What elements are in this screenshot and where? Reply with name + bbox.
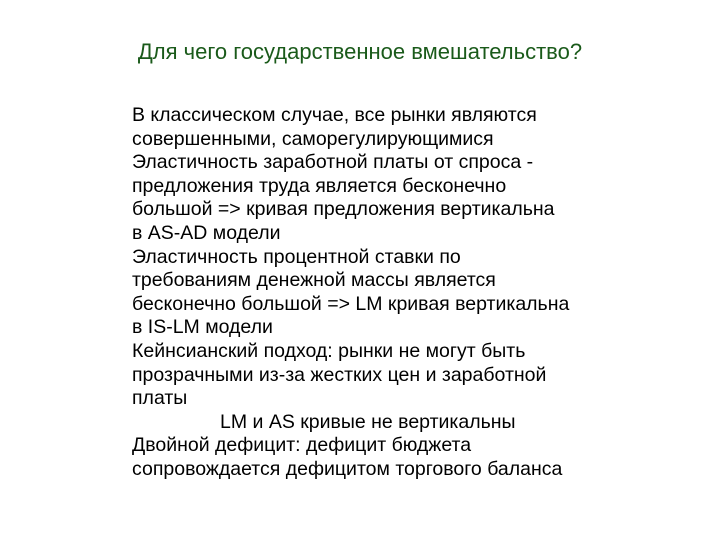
body-line: Эластичность заработной платы от спроса - <box>132 151 534 174</box>
slide-title: Для чего государственное вмешательство? <box>137 39 583 64</box>
body-line: Эластичность процентной ставки по <box>132 245 461 268</box>
body-line: платы <box>132 387 188 410</box>
body-line: большой => кривая предложения вертикальна <box>132 198 555 221</box>
body-line: требованиям денежной массы является <box>132 269 496 292</box>
body-line: в IS-LM модели <box>132 316 273 339</box>
body-line: Кейнсианский подход: рынки не могут быть <box>132 339 526 362</box>
body-line: предложения труда является бесконечно <box>132 174 507 197</box>
body-line: бесконечно большой => LM кривая вертикальна <box>132 292 570 315</box>
body-line: В классическом случае, все рынки являются <box>132 104 537 126</box>
body-line-indented: LM и AS кривые не вертикальны <box>220 410 516 433</box>
body-line: сопровождается дефицитом торгового баланса <box>132 457 563 480</box>
body-line: совершенными, саморегулирующимися <box>132 127 494 150</box>
body-line: прозрачными из-за жестких цен и заработной <box>132 363 547 386</box>
slide-body <box>132 104 692 482</box>
body-line: в AS-AD модели <box>132 221 281 244</box>
body-line: Двойной дефицит: дефицит бюджета <box>132 434 472 457</box>
